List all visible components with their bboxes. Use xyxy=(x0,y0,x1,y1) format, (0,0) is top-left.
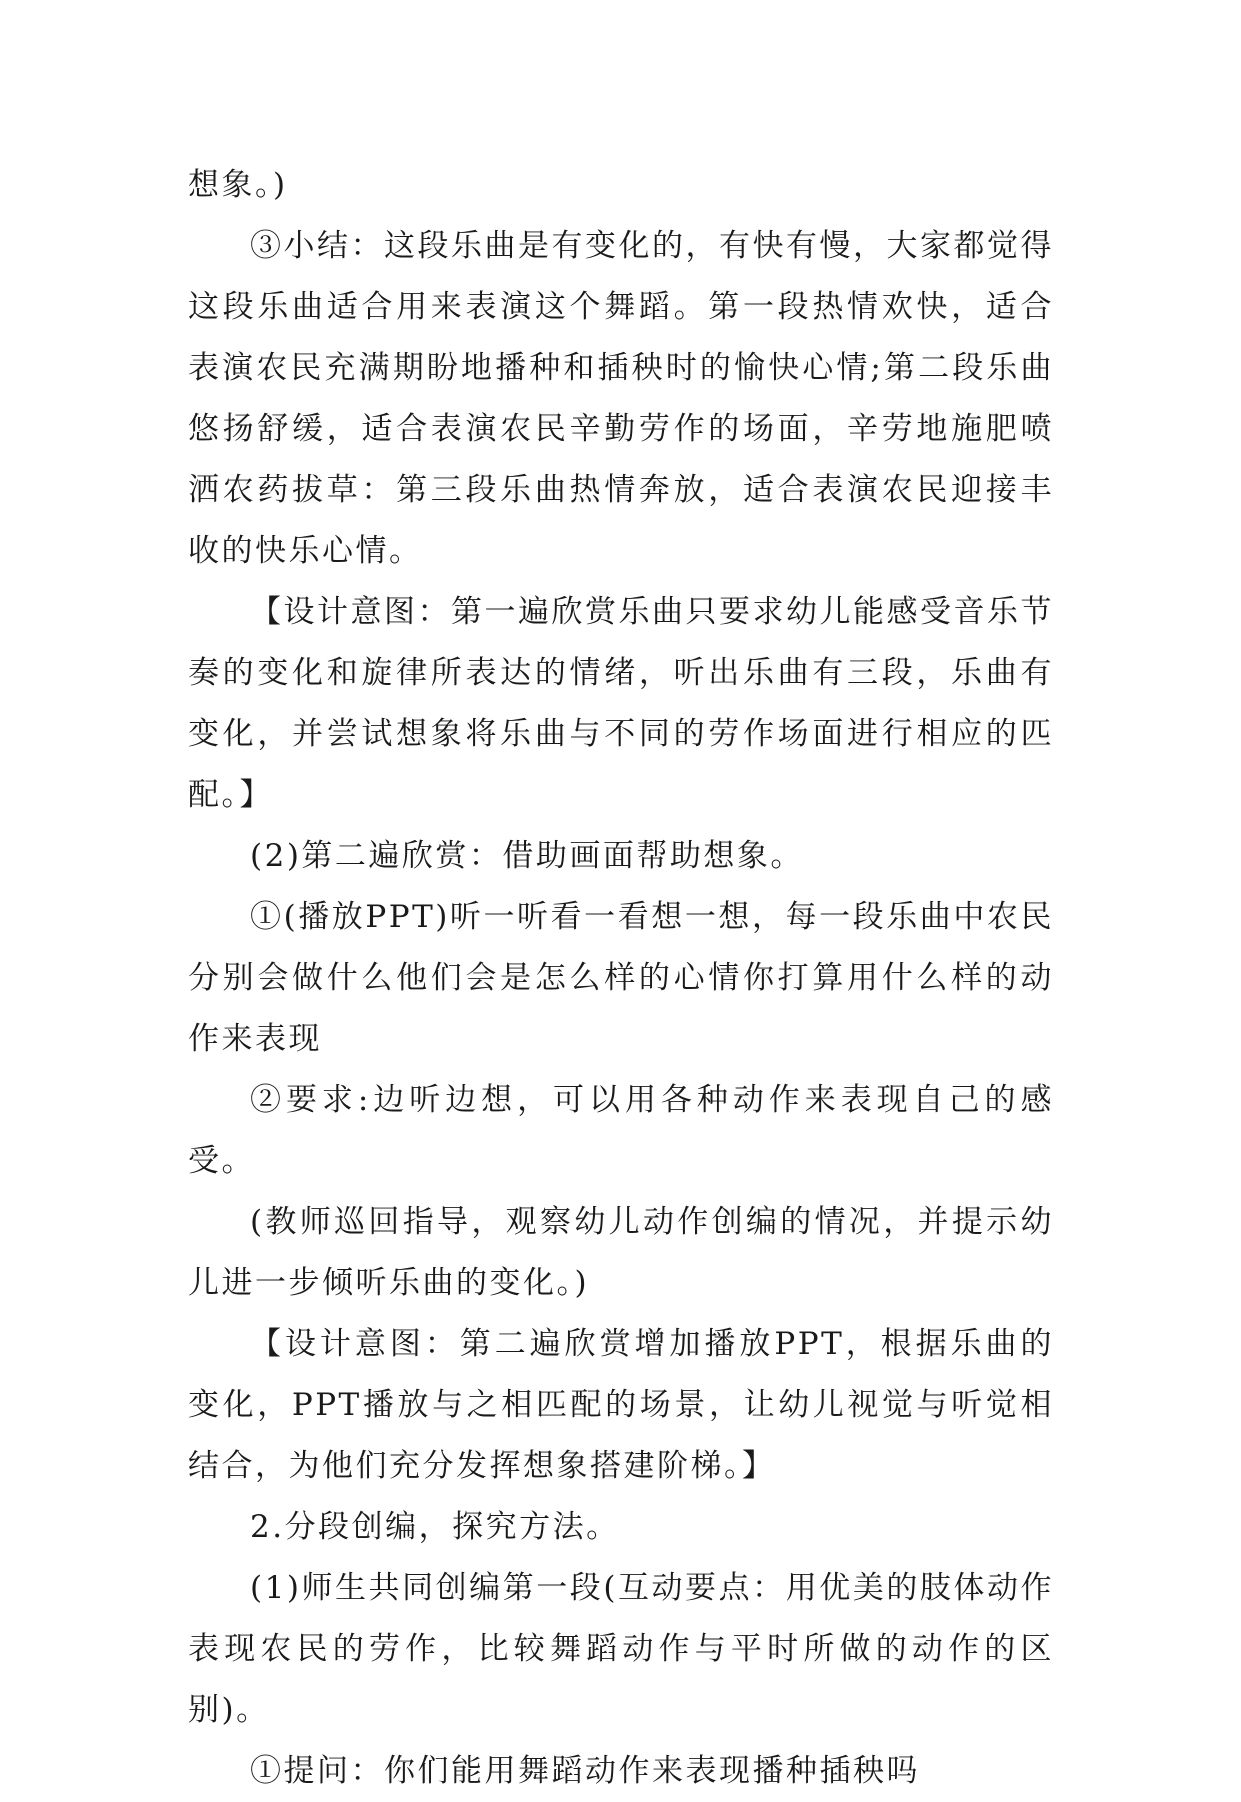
paragraph-continuation: 想象。) xyxy=(188,167,288,203)
paragraph-summary: ③小结：这段乐曲是有变化的，有快有慢，大家都觉得这段乐曲适合用来表演这个舞蹈。第一段热情欢快，适合表演农民充满期盼地播种和插秧时的愉快心情;第二段乐曲悠扬舒缓，适合表演农民辛勤劳作的场面，辛劳地施肥喷洒农药拔草：第三段乐曲热情奔放，适合表演农民迎接丰收的快乐心情。 xyxy=(188,228,1054,569)
paragraph-ppt-prompt: ①(播放PPT)听一听看一看想一想，每一段乐曲中农民分别会做什么他们会是怎么样的心情你打算用什么样的动作来表现 xyxy=(188,899,1054,1057)
paragraph-design-intent-1: 【设计意图：第一遍欣赏乐曲只要求幼儿能感受音乐节奏的变化和旋律所表达的情绪，听出乐曲有三段，乐曲有变化，并尝试想象将乐曲与不同的劳作场面进行相应的匹配。】 xyxy=(188,594,1054,813)
paragraph-design-intent-2: 【设计意图：第二遍欣赏增加播放PPT，根据乐曲的变化，PPT播放与之相匹配的场景，让幼儿视觉与听觉相结合，为他们充分发挥想象搭建阶梯。】 xyxy=(188,1326,1054,1484)
paragraph-requirement: ②要求:边听边想，可以用各种动作来表现自己的感受。 xyxy=(188,1082,1054,1179)
paragraph-teacher-guidance: (教师巡回指导，观察幼儿动作创编的情况，并提示幼儿进一步倾听乐曲的变化。) xyxy=(188,1204,1054,1301)
paragraph-question: ①提问：你们能用舞蹈动作来表现播种插秧吗 xyxy=(250,1753,920,1789)
paragraph-co-creation: (1)师生共同创编第一段(互动要点：用优美的肢体动作表现农民的劳作，比较舞蹈动作与平时所做的动作的区别)。 xyxy=(188,1570,1054,1728)
document-body xyxy=(188,155,1054,1802)
paragraph-second-listening: (2)第二遍欣赏：借助画面帮助想象。 xyxy=(250,838,804,874)
paragraph-section-heading: 2.分段创编，探究方法。 xyxy=(250,1509,620,1545)
